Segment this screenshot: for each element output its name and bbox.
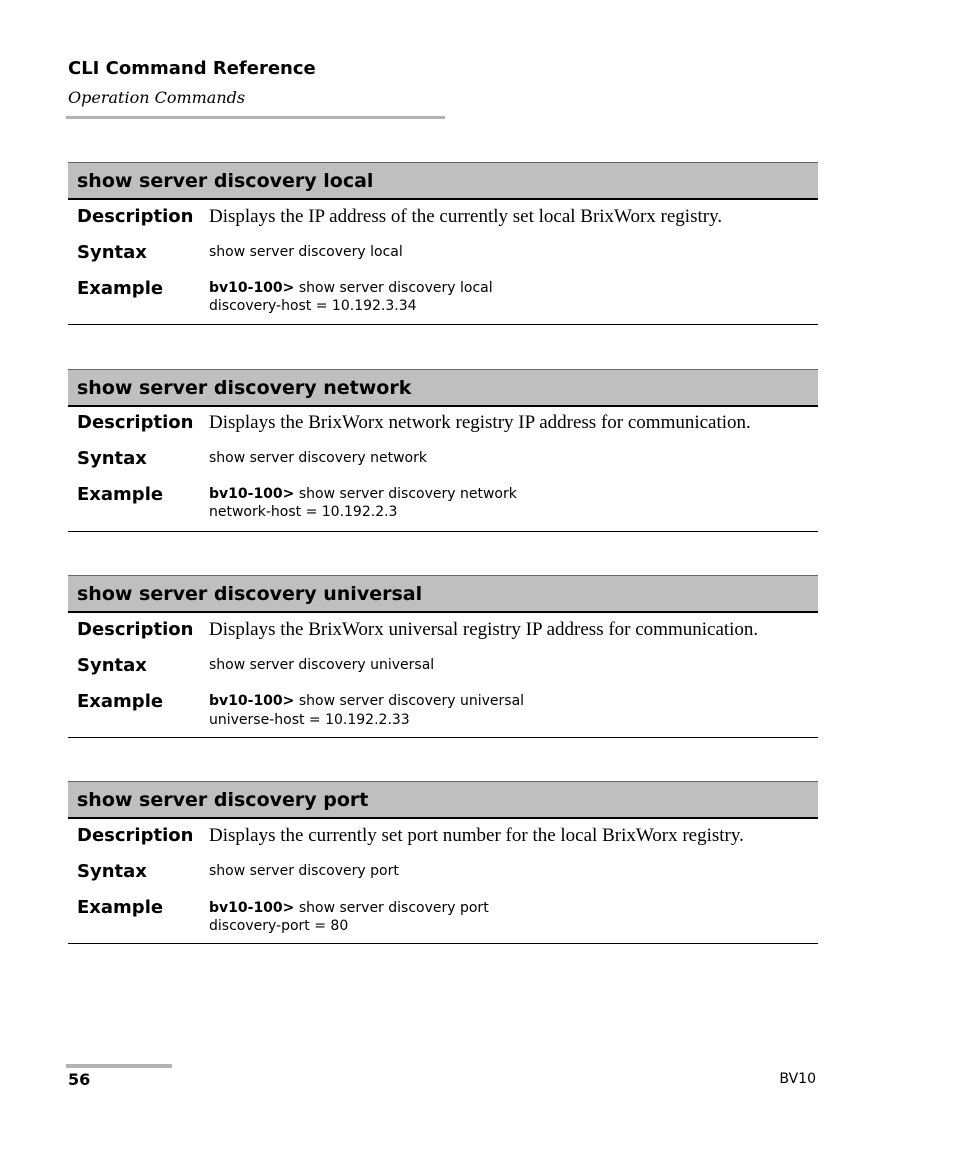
syntax-text: show server discovery network	[209, 450, 427, 466]
syntax-text: show server discovery universal	[209, 657, 435, 673]
footer-divider	[66, 1064, 172, 1068]
command-block-universal	[68, 575, 818, 738]
syntax-text: show server discovery local	[209, 244, 403, 260]
product-name: BV10	[779, 1071, 816, 1087]
example-command: show server discovery network	[298, 486, 517, 502]
example-command: show server discovery port	[298, 900, 489, 916]
example-command: show server discovery universal	[298, 693, 525, 709]
syntax-label: Syntax	[77, 448, 147, 469]
description-text: Displays the BrixWorx network registry IP address for communication.	[209, 412, 751, 433]
command-title: show server discovery network	[68, 369, 818, 407]
description-label: Description	[77, 206, 194, 227]
running-header-subtitle: Operation Commands	[68, 88, 246, 107]
description-text: Displays the IP address of the currently set local BrixWorx registry.	[209, 206, 723, 227]
example-prompt: bv10-100>	[209, 280, 295, 296]
example-line	[209, 279, 493, 297]
syntax-label: Syntax	[77, 861, 147, 882]
command-title: show server discovery local	[68, 162, 818, 200]
example-output: network-host = 10.192.2.3	[209, 504, 398, 520]
example-line	[209, 692, 524, 710]
example-output: universe-host = 10.192.2.33	[209, 712, 410, 728]
command-title: show server discovery port	[68, 781, 818, 819]
description-text: Displays the BrixWorx universal registry IP address for communication.	[209, 619, 759, 640]
example-prompt: bv10-100>	[209, 486, 295, 502]
example-command: show server discovery local	[298, 280, 493, 296]
page-number: 56	[68, 1070, 91, 1089]
command-block-port	[68, 781, 818, 944]
command-block-local	[68, 162, 818, 325]
command-block-network	[68, 369, 818, 532]
example-line	[209, 485, 517, 503]
example-line	[209, 899, 489, 917]
description-label: Description	[77, 619, 194, 640]
example-label: Example	[77, 484, 164, 505]
example-label: Example	[77, 897, 164, 918]
syntax-label: Syntax	[77, 242, 147, 263]
header-divider	[66, 116, 445, 119]
running-header-title: CLI Command Reference	[68, 58, 316, 79]
command-title: show server discovery universal	[68, 575, 818, 613]
example-prompt: bv10-100>	[209, 900, 295, 916]
example-label: Example	[77, 691, 164, 712]
description-label: Description	[77, 825, 194, 846]
example-prompt: bv10-100>	[209, 693, 295, 709]
example-output: discovery-port = 80	[209, 918, 349, 934]
example-label: Example	[77, 278, 164, 299]
description-label: Description	[77, 412, 194, 433]
description-text: Displays the currently set port number for the local BrixWorx registry.	[209, 825, 744, 846]
example-output: discovery-host = 10.192.3.34	[209, 298, 417, 314]
syntax-label: Syntax	[77, 655, 147, 676]
syntax-text: show server discovery port	[209, 863, 399, 879]
